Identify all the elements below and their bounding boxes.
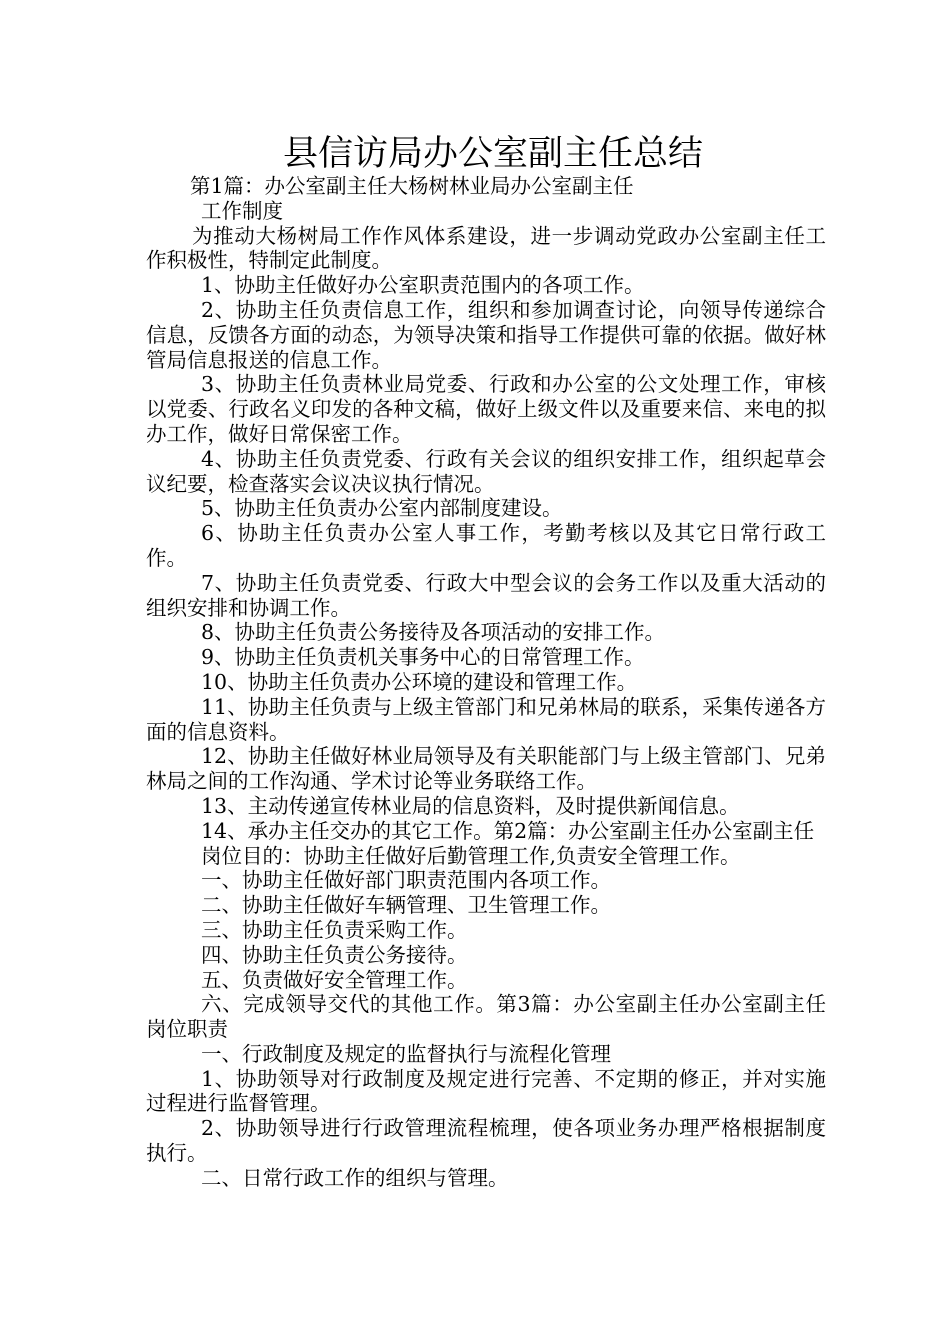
paragraph: 3、协助主任负责林业局党委、行政和办公室的公文处理工作，审核以党委、行政名义印发的各种文稿，做好上级文件以及重要来信、来电的拟办工作，做好日常保密工作。 bbox=[146, 372, 826, 446]
paragraph: 11、协助主任负责与上级主管部门和兄弟林局的联系，采集传递各方面的信息资料。 bbox=[146, 694, 826, 744]
paragraph: 9、协助主任负责机关事务中心的日常管理工作。 bbox=[201, 645, 645, 670]
paragraph: 六、完成领导交代的其他工作。第3篇：办公室副主任办公室副主任岗位职责 bbox=[146, 992, 826, 1042]
paragraph: 5、协助主任负责办公室内部制度建设。 bbox=[201, 496, 563, 521]
paragraph: 岗位目的：协助主任做好后勤管理工作,负责安全管理工作。 bbox=[201, 843, 741, 868]
paragraph: 一、行政制度及规定的监督执行与流程化管理 bbox=[201, 1041, 611, 1066]
paragraph: 12、协助主任做好林业局领导及有关职能部门与上级主管部门、兄弟林局之间的工作沟通、学术讨论等业务联络工作。 bbox=[146, 744, 826, 794]
paragraph: 工作制度 bbox=[201, 198, 283, 223]
paragraph: 四、协助主任负责公务接待。 bbox=[201, 942, 468, 967]
paragraph: 一、协助主任做好部门职责范围内各项工作。 bbox=[201, 868, 611, 893]
paragraph: 第1篇：办公室副主任大杨树林业局办公室副主任 bbox=[190, 174, 634, 198]
paragraph: 五、负责做好安全管理工作。 bbox=[201, 967, 468, 992]
paragraph: 三、协助主任负责采购工作。 bbox=[201, 917, 468, 942]
paragraph: 2、协助领导进行行政管理流程梳理，使各项业务办理严格根据制度执行。 bbox=[146, 1116, 826, 1166]
paragraph: 14、承办主任交办的其它工作。第2篇：办公室副主任办公室副主任 bbox=[201, 818, 815, 843]
paragraph: 7、协助主任负责党委、行政大中型会议的会务工作以及重大活动的组织安排和协调工作。 bbox=[146, 570, 826, 620]
paragraph: 8、协助主任负责公务接待及各项活动的安排工作。 bbox=[201, 620, 666, 645]
paragraph: 6、协助主任负责办公室人事工作，考勤考核以及其它日常行政工作。 bbox=[146, 521, 826, 570]
paragraph: 10、协助主任负责办公环境的建设和管理工作。 bbox=[201, 669, 638, 694]
paragraph: 13、主动传递宣传林业局的信息资料，及时提供新闻信息。 bbox=[201, 793, 740, 818]
paragraph: 1、协助主任做好办公室职责范围内的各项工作。 bbox=[201, 273, 645, 298]
paragraph: 1、协助领导对行政制度及规定进行完善、不定期的修正，并对实施过程进行监督管理。 bbox=[146, 1066, 826, 1116]
paragraph: 为推动大杨树局工作作风体系建设，进一步调动党政办公室副主任工作积极性，特制定此制度。 bbox=[146, 223, 826, 273]
document-body bbox=[146, 132, 826, 1191]
paragraph: 二、协助主任做好车辆管理、卫生管理工作。 bbox=[201, 893, 611, 918]
paragraph: 2、协助主任负责信息工作，组织和参加调查讨论，向领导传递综合信息，反馈各方面的动态，为领导决策和指导工作提供可靠的依据。做好林管局信息报送的信息工作。 bbox=[146, 297, 826, 372]
document-title: 县信访局办公室副主任总结 bbox=[282, 134, 703, 174]
paragraph: 4、协助主任负责党委、行政有关会议的组织安排工作，组织起草会议纪要，检查落实会议决议执行情况。 bbox=[146, 446, 826, 496]
paragraph: 二、日常行政工作的组织与管理。 bbox=[201, 1165, 509, 1190]
